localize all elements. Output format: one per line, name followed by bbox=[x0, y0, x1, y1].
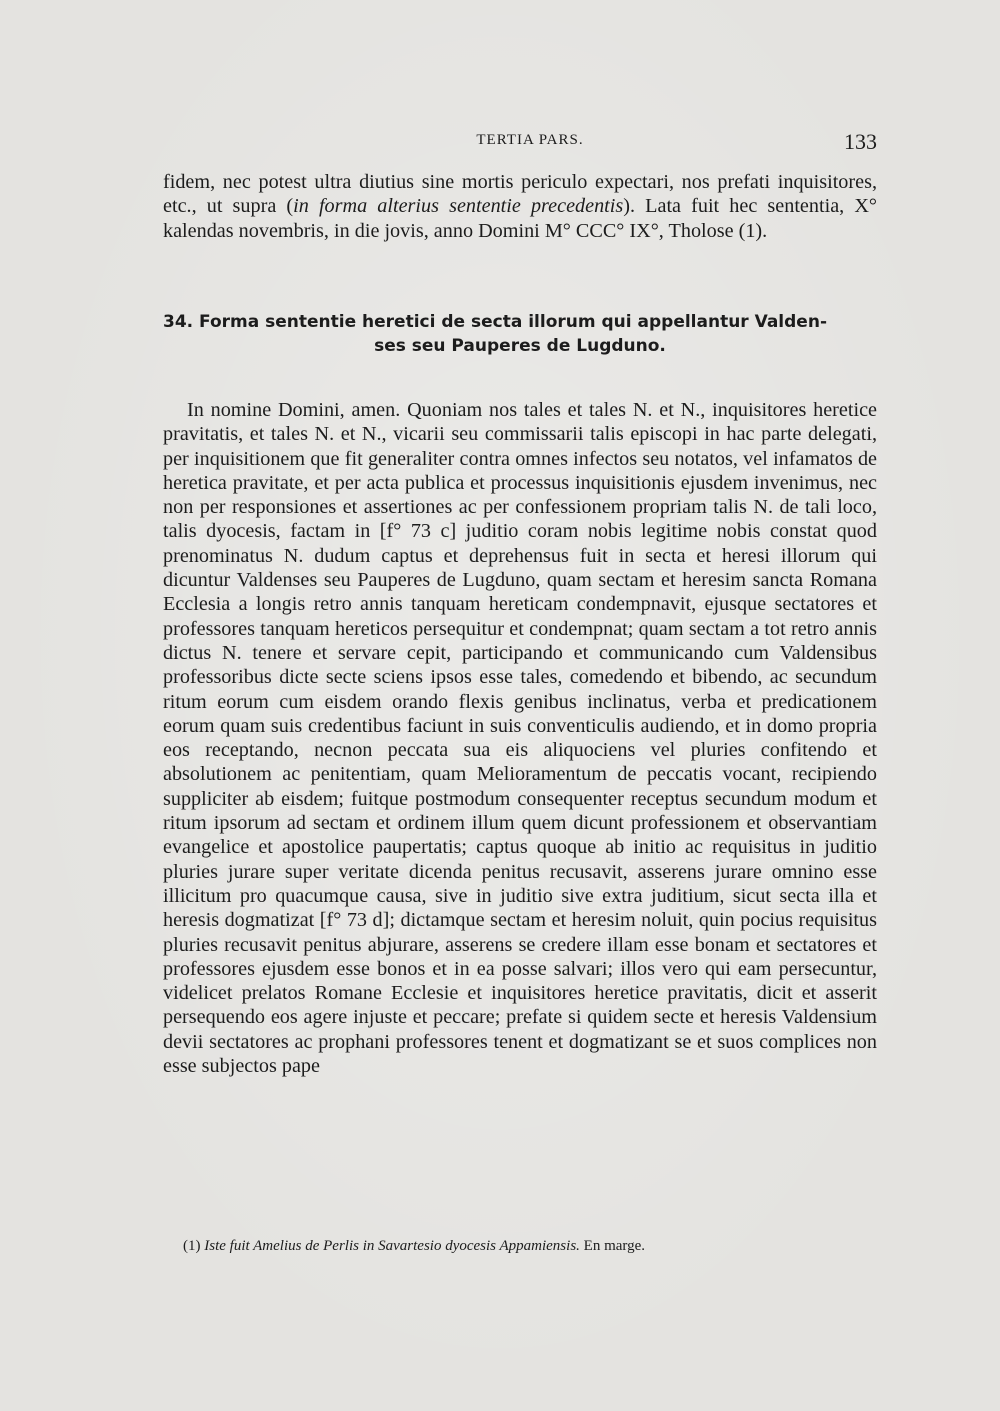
italic-reference: in forma alterius sententie precedentis bbox=[293, 195, 624, 218]
section-heading-line: ses seu Pauperes de Lugduno. bbox=[374, 335, 666, 356]
page-number: 133 bbox=[844, 129, 877, 154]
paragraph-text: fidem, nec potest ultra diutius sine mortis periculo expectari, nos prefati inquisitores, etc., ut supra ( bbox=[163, 171, 877, 218]
running-head bbox=[163, 129, 877, 156]
paragraph-main: In nomine Domini, amen. Quoniam nos tales et tales N. et N., inquisitores heretice pravitatis, et tales N. et N., vicarii seu commissarii talis episcopi in hac parte delegati, per inquisitionem que fit generaliter contra omnes infectos seu notatos, vel infamatos de heretica pravitate, et per acta publica et processus inquisitionis ejusdem invenimus, nec non per responsiones et assertiones ac per confessionem propriam talis N. de tali loco, talis dyocesis, factam in [f° 73 c] juditio coram nobis legitime nobis constat quod prenominatus N. dudum captus et deprehensus fuit in secta et heresi illorum qui dicuntur Valdenses seu Pauperes de Lugduno, quam sectam et heresim sancta Romana Ecclesia a longis retro annis tanquam hereticam condempnavit, ejusque sectatores et professores tanquam hereticos persequitur et condempnat; quam sectam a tot retro annis dictus N. tenere et servare cepit, participando et communicando cum Valdensibus professoribus dicte secte sciens ipsos esse tales, comedendo et bibendo, ac secundum ritum eorum cum eisdem orando flexis genibus inclinatus, verba et predicationem eorum quam suis credentibus faciunt in suis conventiculis audiendo, et in domo propria eos receptando, necnon peccata sua eis aliquociens vel pluries confitendo et absolutionem ac penitentiam, quam Melioramentum de peccatis vocant, recipiendo suppliciter ab eisdem; fuitque postmodum consequenter receptus secundum modum et ritum ipsorum ad sectam et ordinem illum quem dicunt professionem et observantiam evangelice et apostolice paupertatis; captus quoque ab initio ac requisitus in juditio pluries jurare super veritate dicenda penitus recusavit, asserens jurare omnino esse illicitum pro quacumque causa, sive in juditio sive extra juditium, sicut secta illa et heresis dogmatizat [f° 73 d]; dictamque sectam et heresim noluit, quin pocius requisitus pluries recusavit penitus abjurare, asserens se credere illam esse bonam et sectatores et professores ejusdem esse bonos et in ea posse salvari; illos vero qui eam persecuntur, videlicet prelatos Romane Ecclesie et inquisitores heretice pravitatis, dicit et asserit persequendo eos agere injuste et peccare; prefate si quidem secte et heresis Valdensium devii sectatores ac prophani professores tenent et dogmatizant se et suos complices non esse subjectos pape bbox=[163, 399, 877, 1078]
paragraph-text: ). Lata fuit hec sententia, X° kalendas novembris, in die jovis, anno Domini M° CCC° IX°, Tholose (1). bbox=[163, 195, 877, 242]
section-heading-line: 34. Forma sententie heretici de secta illorum qui appellantur Valden- bbox=[163, 312, 827, 332]
running-title: TERTIA PARS. bbox=[476, 132, 584, 148]
paragraph-continuation bbox=[163, 170, 877, 243]
section-heading bbox=[163, 311, 877, 358]
footnote-text: En marge. bbox=[583, 1238, 646, 1254]
footnote-marker: (1) bbox=[183, 1238, 201, 1254]
footnote bbox=[183, 1236, 883, 1256]
footnote-italic-text: Iste fuit Amelius de Perlis in Savartesio dyocesis Appamiensis. bbox=[204, 1238, 580, 1254]
